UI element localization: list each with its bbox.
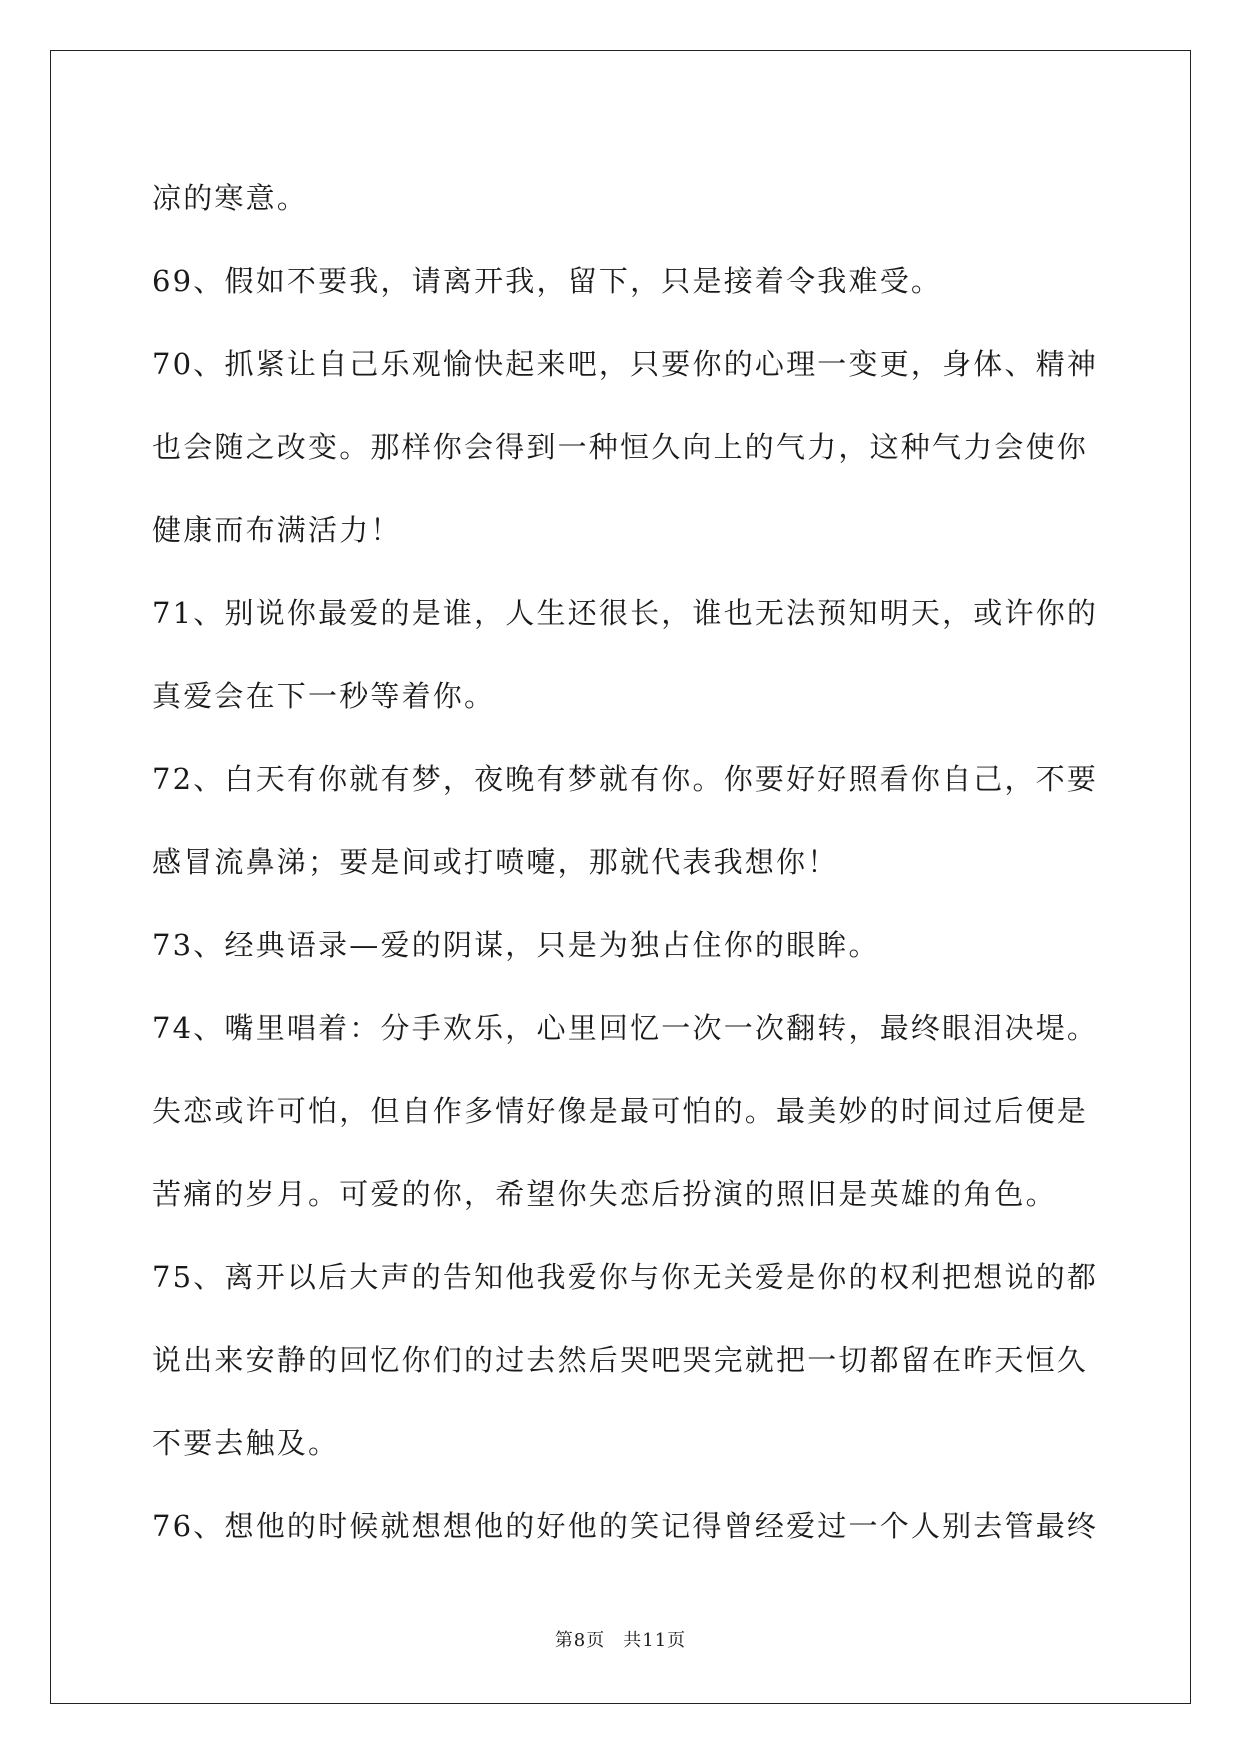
text-line: 说出来安静的回忆你们的过去然后哭吧哭完就把一切都留在昨天恒久 — [152, 1343, 1089, 1377]
text-line: 感冒流鼻涕；要是间或打喷嚏，那就代表我想你！ — [152, 845, 839, 879]
page-total: 共11页 — [623, 1630, 687, 1651]
text-line: 健康而布满活力！ — [152, 513, 402, 547]
text-line: 70、抓紧让自己乐观愉快起来吧，只要你的心理一变更，身体、精神 — [152, 347, 1099, 381]
text-line: 73、经典语录—爱的阴谋，只是为独占住你的眼眸。 — [152, 928, 880, 962]
text-line: 也会随之改变。那样你会得到一种恒久向上的气力，这种气力会使你 — [152, 430, 1089, 464]
document-body — [152, 157, 1099, 1568]
text-line: 76、想他的时候就想想他的好他的笑记得曾经爱过一个人别去管最终 — [152, 1509, 1099, 1543]
text-line: 不要去触及。 — [152, 1426, 340, 1460]
text-line: 凉的寒意。 — [152, 181, 309, 215]
text-line: 失恋或许可怕，但自作多情好像是最可怕的。最美妙的时间过后便是 — [152, 1094, 1089, 1128]
text-line: 69、假如不要我，请离开我，留下，只是接着令我难受。 — [152, 264, 943, 298]
text-line: 72、白天有你就有梦，夜晚有梦就有你。你要好好照看你自己，不要 — [152, 762, 1099, 796]
text-line: 真爱会在下一秒等着你。 — [152, 679, 496, 713]
page-number: 第8页 — [554, 1630, 606, 1651]
text-line: 71、别说你最爱的是谁，人生还很长，谁也无法预知明天，或许你的 — [152, 596, 1099, 630]
text-line: 苦痛的岁月。可爱的你，希望你失恋后扮演的照旧是英雄的角色。 — [152, 1177, 1057, 1211]
page-footer — [0, 1626, 1241, 1652]
text-line: 74、嘴里唱着：分手欢乐，心里回忆一次一次翻转，最终眼泪决堤。 — [152, 1011, 1099, 1045]
text-line: 75、离开以后大声的告知他我爱你与你无关爱是你的权利把想说的都 — [152, 1260, 1099, 1294]
